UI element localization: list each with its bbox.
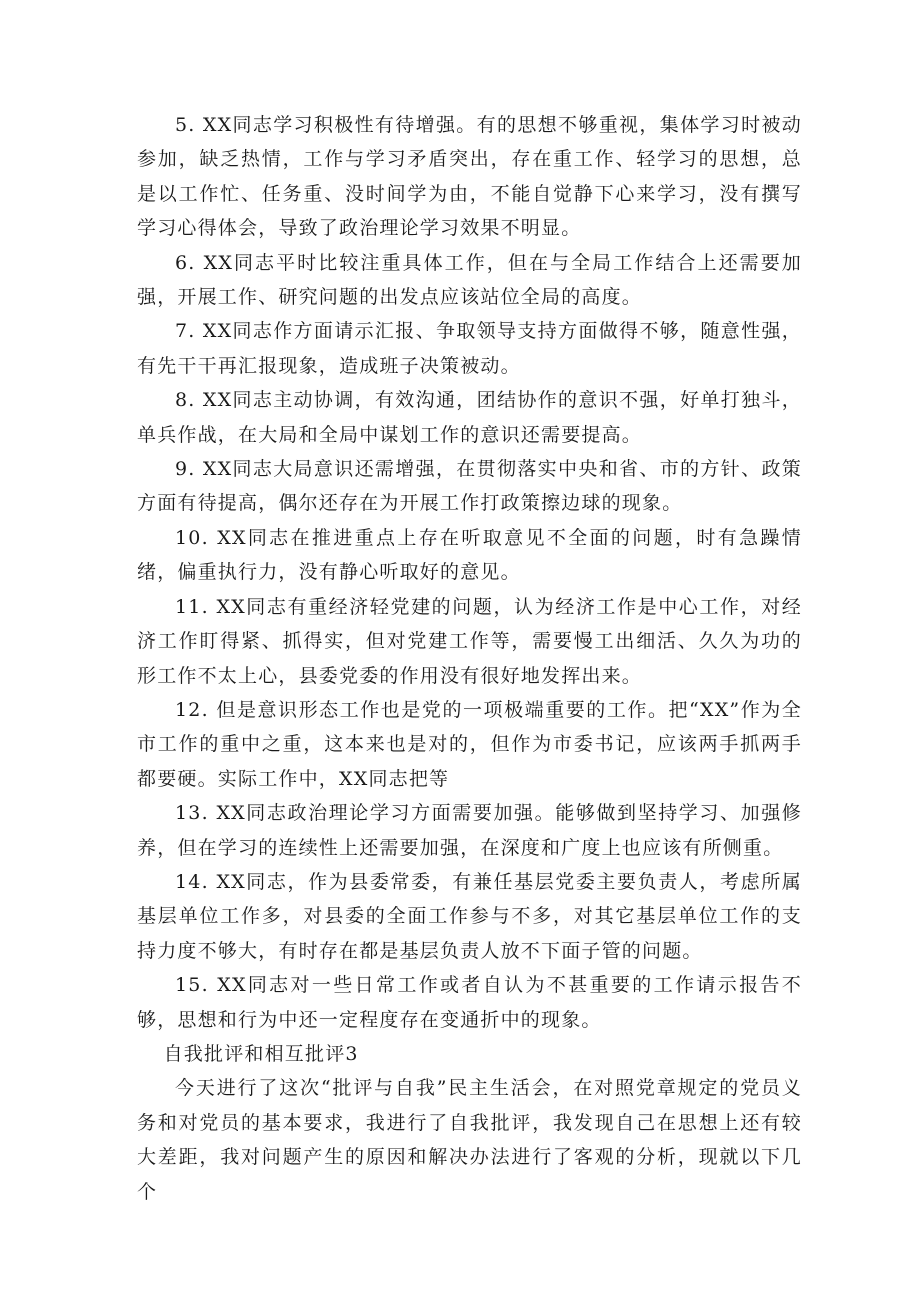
list-item-9: 9. XX同志大局意识还需增强，在贯彻落实中央和省、市的方针、政策方面有待提高，偶尔还存在为开展工作打政策擦边球的现象。: [137, 458, 802, 515]
intro-paragraph: 今天进行了这次“批评与自我”民主生活会，在对照党章规定的党员义务和对党员的基本要求，我进行了自我批评，我发现自己在思想上还有较大差距，我对问题产生的原因和解决办法进行了客观的分析，现就以下几个: [137, 1077, 802, 1203]
list-item-8: 8. XX同志主动协调，有效沟通，团结协作的意识不强，好单打独斗，单兵作战，在大局和全局中谋划工作的意识还需要提高。: [137, 389, 802, 446]
list-item-6: 6. XX同志平时比较注重具体工作，但在与全局工作结合上还需要加强，开展工作、研究问题的出发点应该站位全局的高度。: [137, 251, 802, 309]
list-item-13: 13. XX同志政治理论学习方面需要加强。能够做到坚持学习、加强修养，但在学习的连续性上还需要加强，在深度和广度上也应该有所侧重。: [137, 802, 802, 859]
list-item-10: 10. XX同志在推进重点上存在听取意见不全面的问题，时有急躁情绪，偏重执行力，没有静心听取好的意见。: [137, 526, 802, 584]
list-item-14: 14. XX同志，作为县委常委，有兼任基层党委主要负责人，考虑所属基层单位工作多，对县委的全面工作参与不多，对其它基层单位工作的支持力度不够大，有时存在都是基层负责人放不下面子管的问题。: [137, 870, 802, 962]
list-item-7: 7. XX同志作方面请示汇报、争取领导支持方面做得不够，随意性强，有先干干再汇报现象，造成班子决策被动。: [137, 320, 802, 377]
list-item-11: 11. XX同志有重经济轻党建的问题，认为经济工作是中心工作，对经济工作盯得紧、抓得实，但对党建工作等，需要慢工出细活、久久为功的形工作不太上心，县委党委的作用没有很好地发挥出来。: [137, 595, 802, 687]
list-item-12: 12. 但是意识形态工作也是党的一项极端重要的工作。把“XX”作为全市工作的重中之重，这本来也是对的，但作为市委书记，应该两手抓两手都要硬。实际工作中，XX同志把等: [137, 698, 802, 790]
section-heading: 自我批评和相互批评3: [163, 1042, 359, 1065]
list-item-15: 15. XX同志对一些日常工作或者自认为不甚重要的工作请示报告不够，思想和行为中还一定程度存在变通折中的现象。: [137, 974, 802, 1031]
list-item-5: 5. XX同志学习积极性有待增强。有的思想不够重视，集体学习时被动参加，缺乏热情，工作与学习矛盾突出，存在重工作、轻学习的思想，总是以工作忙、任务重、没时间学为由，不能自觉静下心来学习，没有撰写学习心得体会，导致了政治理论学习效果不明显。: [137, 114, 802, 240]
document-body: [137, 108, 802, 1209]
